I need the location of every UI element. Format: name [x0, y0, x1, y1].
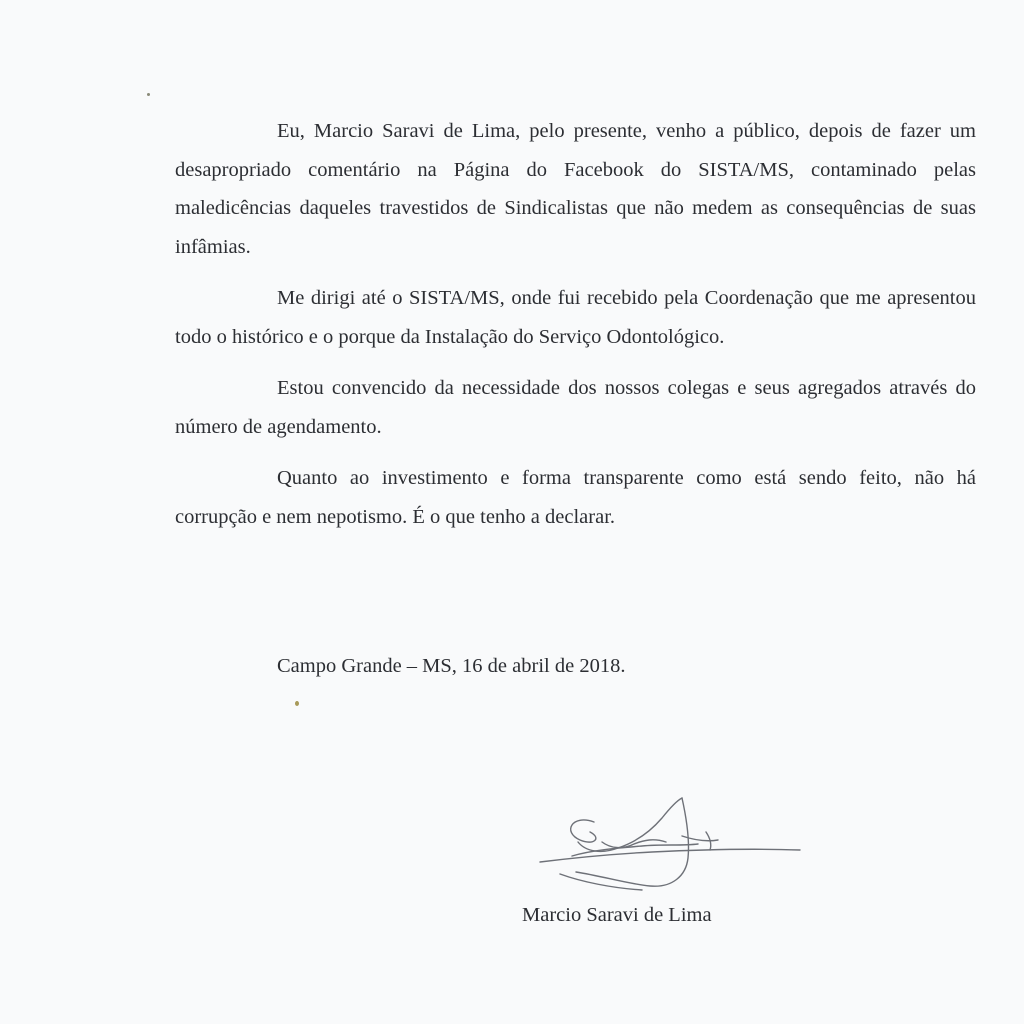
- paragraph-conviction: Estou convencido da necessidade dos nossos colegas e seus agregados através do número de agendamento.: [175, 377, 976, 438]
- letter-body: [175, 112, 976, 549]
- scan-speck: [295, 701, 299, 706]
- place-and-date: Campo Grande – MS, 16 de abril de 2018.: [277, 655, 626, 677]
- scan-speck: [147, 93, 150, 96]
- paragraph-declaration: Quanto ao investimento e forma transparente como está sendo feito, não há corrupção e nem nepotismo. É o que tenho a declarar.: [175, 467, 976, 528]
- signer-name: Marcio Saravi de Lima: [522, 904, 712, 926]
- paragraph-retraction: Eu, Marcio Saravi de Lima, pelo presente, venho a público, depois de fazer um desapropriado comentário na Página do Facebook do SISTA/MS, contaminado pelas maledicências daqueles travestidos de Sindicalistas que não medem as consequências de suas infâmias.: [175, 120, 976, 258]
- paragraph-visit: Me dirigi até o SISTA/MS, onde fui recebido pela Coordenação que me apresentou todo o histórico e o porque da Instalação do Serviço Odontológico.: [175, 287, 976, 348]
- handwritten-signature: [532, 792, 812, 902]
